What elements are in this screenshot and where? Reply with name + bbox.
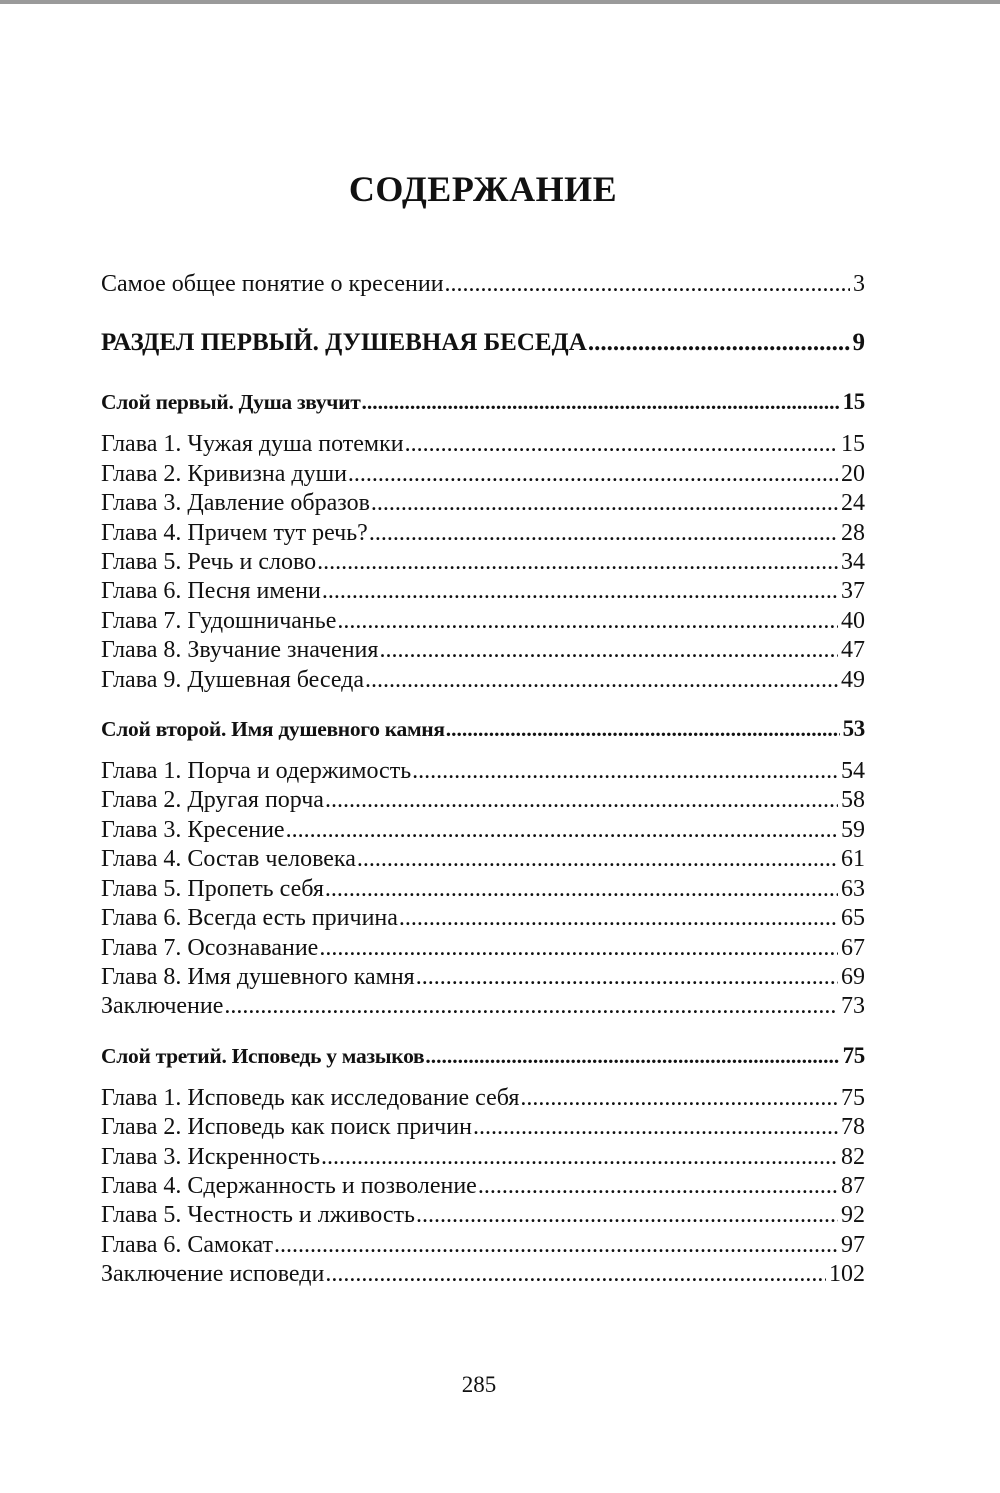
toc-chapter-label: Глава 1. Исповедь как исследование себя bbox=[101, 1084, 520, 1111]
toc-chapter-label: Глава 2. Исповедь как поиск причин bbox=[101, 1114, 472, 1141]
toc-chapter-page: 34 bbox=[841, 549, 865, 576]
toc-chapter-label: Глава 3. Давление образов bbox=[101, 490, 370, 517]
toc-chapter-page: 78 bbox=[841, 1114, 865, 1141]
toc-chapter-label: Заключение bbox=[101, 993, 224, 1020]
toc-chapter-page: 102 bbox=[829, 1261, 865, 1288]
toc-layer-3-chapters bbox=[101, 1084, 865, 1290]
dot-leader bbox=[286, 816, 838, 845]
dot-leader bbox=[416, 963, 838, 992]
toc-chapter-label: Глава 6. Самокат bbox=[101, 1231, 274, 1258]
dot-leader bbox=[399, 904, 838, 933]
toc-chapter-entry[interactable] bbox=[101, 1143, 865, 1172]
dot-leader bbox=[445, 270, 850, 299]
toc-chapter-page: 61 bbox=[841, 846, 865, 873]
toc-chapter-entry[interactable] bbox=[101, 1201, 865, 1230]
toc-chapter-label: Глава 4. Причем тут речь? bbox=[101, 519, 368, 546]
toc-chapter-entry[interactable] bbox=[101, 460, 865, 489]
toc-layer-3[interactable] bbox=[101, 1042, 865, 1070]
toc-chapter-page: 54 bbox=[841, 758, 865, 785]
dot-leader bbox=[317, 548, 838, 577]
dot-leader bbox=[379, 636, 838, 665]
toc-chapter-label: Глава 8. Имя душевного камня bbox=[101, 963, 415, 990]
toc-chapter-entry[interactable] bbox=[101, 934, 865, 963]
toc-chapter-page: 24 bbox=[841, 490, 865, 517]
toc-chapter-label: Глава 9. Душевная беседа bbox=[101, 666, 365, 693]
toc-chapter-page: 59 bbox=[841, 816, 865, 843]
toc-chapter-entry[interactable] bbox=[101, 430, 865, 459]
toc-chapter-entry[interactable] bbox=[101, 786, 865, 815]
dot-leader bbox=[473, 1113, 838, 1142]
toc-chapter-entry[interactable] bbox=[101, 519, 865, 548]
toc-entry-label: Самое общее понятие о кресении bbox=[101, 271, 444, 297]
dot-leader bbox=[325, 1260, 826, 1289]
toc-chapter-label: Глава 7. Осознавание bbox=[101, 934, 319, 961]
table-of-contents bbox=[101, 270, 865, 1290]
dot-leader bbox=[321, 1143, 838, 1172]
toc-chapter-page: 58 bbox=[841, 787, 865, 814]
toc-chapter-entry[interactable] bbox=[101, 904, 865, 933]
toc-layer-page: 15 bbox=[842, 389, 865, 415]
dot-leader bbox=[322, 577, 838, 606]
toc-layer-label: Слой первый. Душа звучит bbox=[101, 390, 361, 415]
page-number: 285 bbox=[461, 1372, 497, 1397]
dot-leader bbox=[361, 388, 839, 416]
toc-layer-label: Слой третий. Исповедь у мазыков bbox=[101, 1043, 425, 1068]
toc-chapter-entry[interactable] bbox=[101, 666, 865, 695]
toc-chapter-page: 92 bbox=[841, 1202, 865, 1229]
toc-chapter-entry[interactable] bbox=[101, 1231, 865, 1260]
dot-leader bbox=[425, 1042, 839, 1070]
toc-chapter-label: Глава 1. Порча и одержимость bbox=[101, 758, 412, 785]
toc-chapter-label: Глава 7. Гудошничанье bbox=[101, 607, 337, 634]
dot-leader bbox=[224, 992, 838, 1021]
toc-chapter-label: Глава 2. Кривизна души bbox=[101, 460, 347, 487]
toc-entry-intro[interactable] bbox=[101, 270, 865, 299]
toc-chapter-page: 63 bbox=[841, 875, 865, 902]
dot-leader bbox=[369, 519, 838, 548]
toc-chapter-label: Глава 6. Всегда есть причина bbox=[101, 905, 398, 932]
toc-chapter-page: 28 bbox=[841, 519, 865, 546]
dot-leader bbox=[325, 875, 838, 904]
toc-chapter-entry[interactable] bbox=[101, 1172, 865, 1201]
toc-chapter-label: Глава 3. Кресение bbox=[101, 816, 285, 843]
toc-chapter-page: 67 bbox=[841, 934, 865, 961]
toc-chapter-page: 87 bbox=[841, 1172, 865, 1199]
page-title: СОДЕРЖАНИЕ bbox=[348, 169, 618, 209]
toc-layer-1[interactable] bbox=[101, 388, 865, 416]
dot-leader bbox=[588, 327, 850, 358]
toc-chapter-label: Глава 6. Песня имени bbox=[101, 578, 321, 605]
dot-leader bbox=[274, 1231, 838, 1260]
dot-leader bbox=[416, 1201, 838, 1230]
dot-leader bbox=[325, 786, 838, 815]
toc-chapter-entry[interactable] bbox=[101, 1084, 865, 1113]
toc-chapter-page: 47 bbox=[841, 637, 865, 664]
toc-chapter-entry[interactable] bbox=[101, 992, 865, 1021]
toc-chapter-label: Глава 5. Речь и слово bbox=[101, 549, 317, 576]
dot-leader bbox=[371, 489, 838, 518]
toc-chapter-page: 82 bbox=[841, 1143, 865, 1170]
toc-chapter-page: 49 bbox=[841, 666, 865, 693]
dot-leader bbox=[337, 607, 838, 636]
toc-chapter-page: 65 bbox=[841, 905, 865, 932]
dot-leader bbox=[478, 1172, 838, 1201]
toc-chapter-label: Заключение исповеди bbox=[101, 1261, 325, 1288]
toc-chapter-entry[interactable] bbox=[101, 1260, 865, 1289]
toc-chapter-entry[interactable] bbox=[101, 1113, 865, 1142]
toc-chapter-page: 69 bbox=[841, 963, 865, 990]
toc-chapter-label: Глава 4. Состав человека bbox=[101, 846, 356, 873]
toc-chapter-entry[interactable] bbox=[101, 875, 865, 904]
dot-leader bbox=[520, 1084, 838, 1113]
toc-chapter-page: 97 bbox=[841, 1231, 865, 1258]
dot-leader bbox=[348, 460, 838, 489]
dot-leader bbox=[319, 934, 838, 963]
toc-chapter-entry[interactable] bbox=[101, 636, 865, 665]
toc-chapter-entry[interactable] bbox=[101, 607, 865, 636]
toc-chapter-entry[interactable] bbox=[101, 816, 865, 845]
toc-chapter-label: Глава 2. Другая порча bbox=[101, 787, 324, 814]
toc-part-label: РАЗДЕЛ ПЕРВЫЙ. ДУШЕВНАЯ БЕСЕДА bbox=[101, 329, 587, 357]
toc-layer-1-chapters bbox=[101, 430, 865, 695]
toc-chapter-page: 75 bbox=[841, 1084, 865, 1111]
toc-chapter-entry[interactable] bbox=[101, 489, 865, 518]
toc-chapter-entry[interactable] bbox=[101, 757, 865, 786]
toc-part-1[interactable] bbox=[101, 327, 865, 358]
toc-entry-page: 3 bbox=[853, 271, 865, 297]
toc-layer-label: Слой второй. Имя душевного камня bbox=[101, 717, 445, 742]
toc-part-page: 9 bbox=[852, 329, 865, 357]
toc-layer-page: 75 bbox=[842, 1042, 865, 1068]
toc-chapter-entry[interactable] bbox=[101, 577, 865, 606]
toc-chapter-page: 73 bbox=[841, 993, 865, 1020]
toc-layer-2-chapters bbox=[101, 757, 865, 1022]
toc-chapter-label: Глава 3. Искренность bbox=[101, 1143, 321, 1170]
toc-chapter-page: 40 bbox=[841, 607, 865, 634]
page-top-edge bbox=[0, 0, 1000, 4]
toc-chapter-entry[interactable] bbox=[101, 845, 865, 874]
dot-leader bbox=[405, 430, 838, 459]
toc-chapter-label: Глава 4. Сдержанность и позволение bbox=[101, 1172, 477, 1199]
dot-leader bbox=[357, 845, 838, 874]
toc-chapter-entry[interactable] bbox=[101, 548, 865, 577]
toc-chapter-page: 37 bbox=[841, 578, 865, 605]
toc-layer-page: 53 bbox=[842, 716, 865, 742]
toc-chapter-page: 15 bbox=[841, 431, 865, 458]
toc-layer-2[interactable] bbox=[101, 715, 865, 743]
toc-chapter-entry[interactable] bbox=[101, 963, 865, 992]
toc-chapter-label: Глава 5. Пропеть себя bbox=[101, 875, 324, 902]
toc-chapter-label: Глава 5. Честность и лживость bbox=[101, 1202, 415, 1229]
toc-chapter-label: Глава 8. Звучание значения bbox=[101, 637, 379, 664]
dot-leader bbox=[446, 715, 840, 743]
dot-leader bbox=[365, 666, 838, 695]
toc-chapter-page: 20 bbox=[841, 460, 865, 487]
toc-chapter-label: Глава 1. Чужая душа потемки bbox=[101, 431, 404, 458]
dot-leader bbox=[412, 757, 838, 786]
